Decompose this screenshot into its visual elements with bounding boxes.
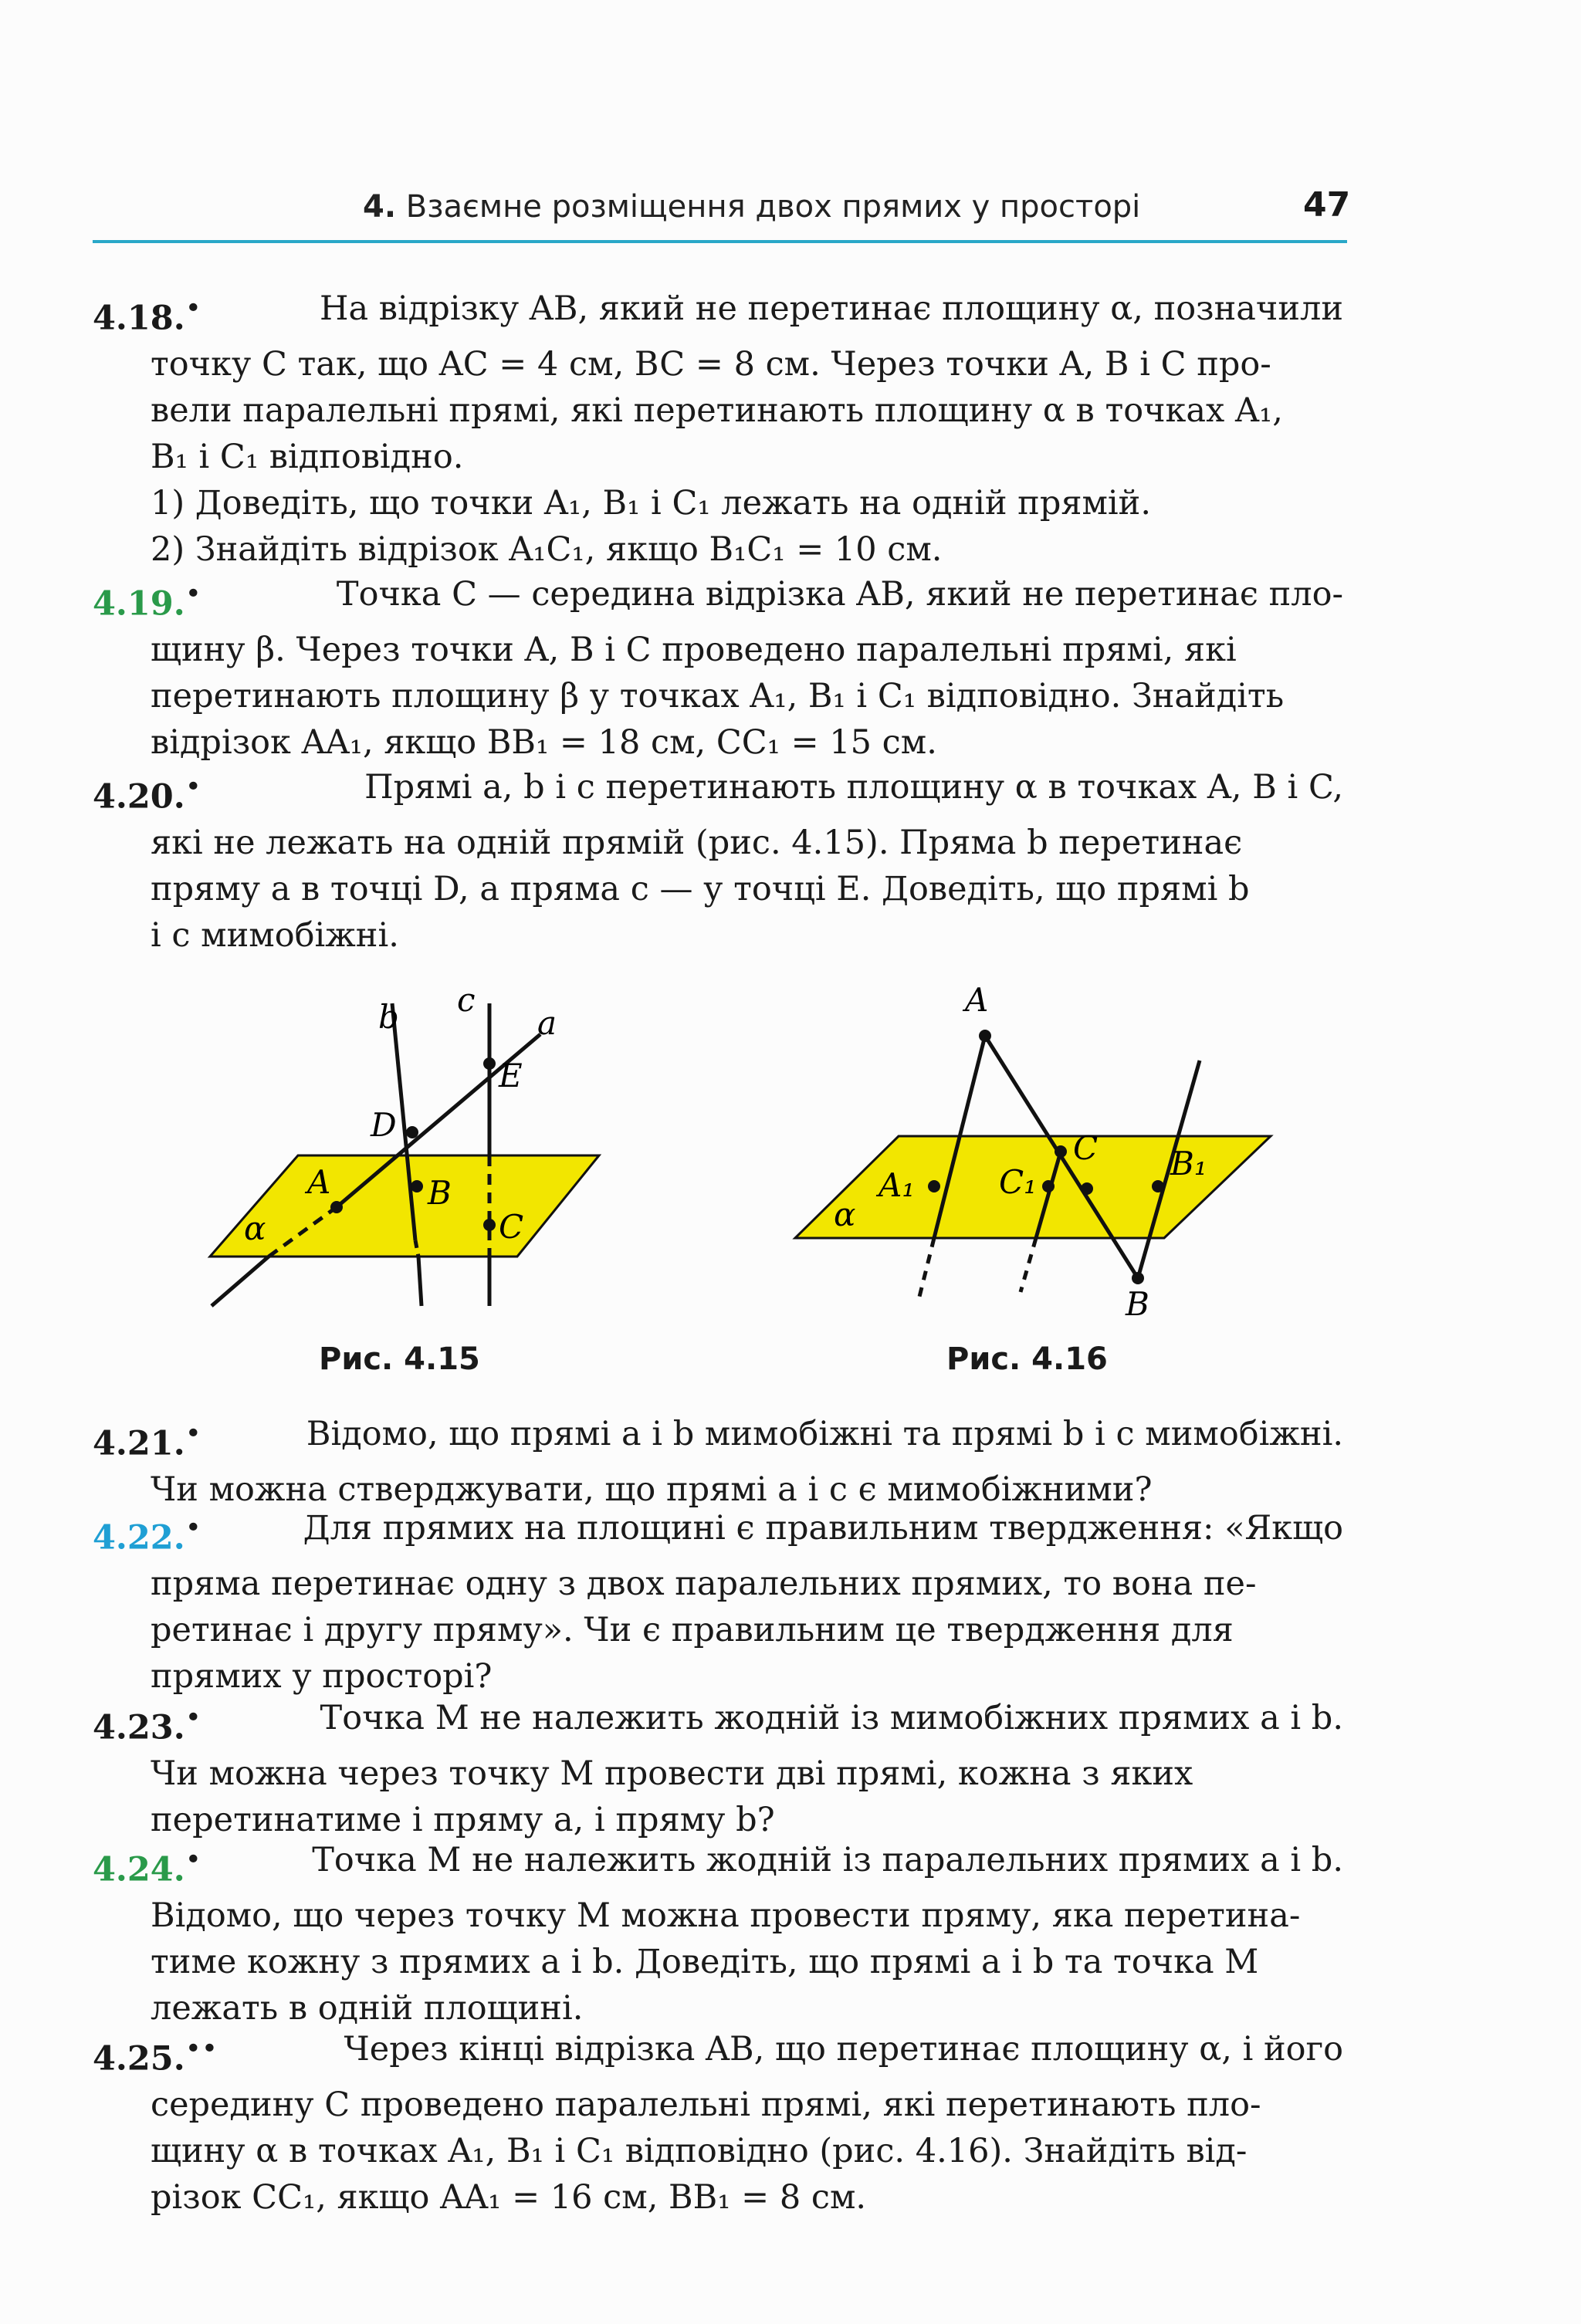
problem-4-21: 4.21.• Відомо, що прямі a і b мимобіжні та прямі b і c мимобіжні. Чи можна стверджувати, що прямі a і c є мимобіжними?: [93, 1411, 1343, 1513]
problem-number: 4.24.•: [93, 1844, 201, 1889]
chapter-header: [363, 189, 1140, 225]
label-a: a: [537, 1004, 557, 1042]
label-B: B: [1126, 1285, 1149, 1320]
problem-number: 4.19.•: [93, 578, 201, 624]
label-alpha: α: [244, 1209, 266, 1247]
label-c: c: [457, 981, 476, 1019]
label-E: E: [499, 1057, 523, 1094]
problem-line: 4.18.• На відрізку AB, який не перетинає площину α, позначили: [93, 286, 1343, 341]
label-A1: A₁: [879, 1166, 916, 1204]
problem-number: 4.18.•: [93, 293, 201, 338]
label-A: A: [307, 1163, 331, 1201]
label-C1: C₁: [999, 1163, 1037, 1201]
figure-4-16: [787, 980, 1289, 1320]
figure-4-15: [193, 980, 625, 1320]
page-number: 47: [1303, 185, 1351, 225]
line-a: [212, 1257, 269, 1306]
problem-4-23: 4.23.• Точка M не належить жодній із мимобіжних прямих a і b. Чи можна через точку M провести дві прямі, кожна з яких перетинатиме і пряму a, і пряму b?: [93, 1695, 1343, 1843]
problem-4-25: 4.25.•• Через кінці відрізка AB, що перетинає площину α, і його середину C проведено паралельні прямі, які перетинають пло- щину α в точках A₁, B₁ і C₁ відповідно (рис. 4.16). Знайдіть від- різок CC₁, якщо AA₁ = 16 см, BB₁ = 8 см.: [93, 2026, 1343, 2221]
label-D: D: [371, 1106, 397, 1144]
chapter-title: Взаємне розміщення двох прямих у просторі: [405, 189, 1141, 225]
label-C: C: [1073, 1129, 1099, 1167]
problem-4-20: 4.20.• Прямі a, b і c перетинають площину α в точках A, B і C, які не лежать на одній прямій (рис. 4.15). Пряма b перетинає пряму a в точці D, а пряма c — у точці E. Доведіть, що прямі b і c мимобіжні.: [93, 764, 1343, 959]
problem-number: 4.23.•: [93, 1702, 201, 1747]
problem-number: 4.20.•: [93, 771, 201, 817]
plane-alpha: [210, 1155, 599, 1257]
problem-number: 4.21.•: [93, 1418, 201, 1463]
chapter-number: 4.: [363, 189, 397, 225]
problem-4-18: 4.18.• На відрізку AB, який не перетинає площину α, позначили точку C так, що AC = 4 см, BC = 8 см. Через точки A, B і C про- вели паралельні прямі, які перетинають площину α в точках A₁, B₁ і C₁ відповідно. 1) Доведіть, що точки A₁, B₁ і C₁ лежать на одній прямій. 2) Знайдіть відрізок A₁C₁, якщо B₁C₁ = 10 см.: [93, 286, 1343, 573]
figure-caption: Рис. 4.16: [946, 1341, 1108, 1377]
label-b: b: [378, 998, 399, 1036]
label-B: B: [428, 1174, 452, 1212]
problem-number: 4.25.••: [93, 2033, 218, 2079]
figure-caption: Рис. 4.15: [319, 1341, 480, 1377]
problem-4-24: 4.24.• Точка M не належить жодній із паралельних прямих a і b. Відомо, що через точку M можна провести пряму, яка перетина- тиме кожну з прямих a і b. Доведіть, що прямі a і b та точка M лежать в одній площині.: [93, 1837, 1343, 2031]
label-B1: B₁: [1170, 1145, 1207, 1182]
label-A: A: [965, 981, 989, 1019]
problem-number: 4.22.•: [93, 1512, 201, 1558]
label-alpha: α: [834, 1196, 856, 1233]
label-C: C: [499, 1208, 524, 1246]
problem-4-19: 4.19.• Точка C — середина відрізка AB, який не перетинає пло- щину β. Через точки A, B і C проведено паралельні прямі, які перетинають площину β у точках A₁, B₁ і C₁ відповідно. Знайдіть відрізок AA₁, якщо BB₁ = 18 см, CC₁ = 15 см.: [93, 571, 1343, 766]
problem-4-22: 4.22.• Для прямих на площині є правильним твердження: «Якщо пряма перетинає одну з двох паралельних прямих, то вона пе- ретинає і другу пряму». Чи є правильним це твердження для прямих у просторі?: [93, 1505, 1343, 1700]
header-divider: [93, 240, 1347, 243]
